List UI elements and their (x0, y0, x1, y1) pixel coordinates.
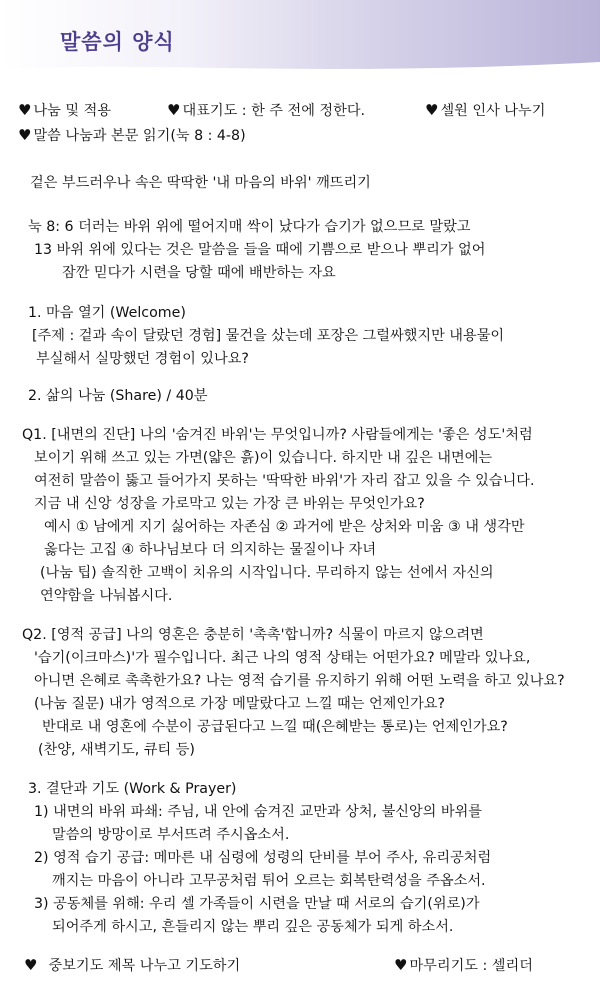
heart-icon: ♥ (18, 101, 32, 119)
verse-line: 13 바위 위에 있다는 것은 말씀을 들을 때에 기쁨으로 받으나 뿌리가 없어 (34, 242, 486, 258)
heart-icon: ♥ (425, 101, 439, 119)
heart-icon: ♥ (18, 126, 32, 144)
question-line: (나눔 팁) 솔직한 고백이 치유의 시작입니다. 무리하지 않는 선에서 자신의 (40, 565, 494, 581)
heart-icon: ♥ (394, 956, 408, 974)
question-line: 지금 내 신앙 성장을 가로막고 있는 가장 큰 바위는 무엇인가요? (34, 496, 425, 512)
prayer-line: 1) 내면의 바위 파쇄: 주님, 내 안에 숨겨진 교만과 상처, 불신앙의 바위를 (34, 804, 483, 820)
footer-item-intercession: ♥ 중보기도 제목 나누고 기도하기 (24, 954, 240, 978)
section-line: 부실해서 실망했던 경험이 있나요? (36, 351, 249, 367)
section-title: 1. 마음 열기 (Welcome) (28, 305, 186, 321)
section-line: [주제 : 겉과 속이 달랐던 경험] 물건을 샀는데 포장은 그럴싸했지만 내용물이 (32, 328, 505, 344)
question-line: '습기(이크마스)'가 필수입니다. 최근 나의 영적 상태는 어떤가요? 메말라 있나요, (34, 650, 531, 666)
verse-line: 눅 8: 6 더러는 바위 위에 떨어지매 싹이 났다가 습기가 없으므로 말랐고 (28, 219, 471, 235)
footer-item-closing-prayer: ♥ 마무리기도 : 셀리더 (394, 954, 533, 978)
heart-icon: ♥ (167, 101, 181, 119)
top-item-prayer: ♥ 대표기도 : 한 주 전에 정한다. (167, 99, 365, 123)
top-item-reading: ♥ 말씀 나눔과 본문 읽기(눅 8 : 4-8) (18, 124, 246, 148)
section-title: 3. 결단과 기도 (Work & Prayer) (28, 781, 237, 797)
question-line: 아니면 은혜로 촉촉한가요? 나는 영적 습기를 유지하기 위해 어떤 노력을 하고 있나요? (34, 673, 565, 689)
question-line: 연약함을 나눠봅시다. (40, 588, 173, 604)
top-item-greeting: ♥ 셀원 인사 나누기 (425, 99, 545, 123)
prayer-line: 깨지는 마음이 아니라 고무공처럼 튀어 오르는 회복탄력성을 주옵소서. (52, 873, 486, 889)
prayer-line: 3) 공동체를 위해: 우리 셀 가족들이 시련을 만날 때 서로의 습기(위로)가 (34, 896, 480, 912)
page-title: 말씀의 양식 (60, 30, 175, 54)
question-line: 예시 ① 남에게 지기 싫어하는 자존심 ② 과거에 받은 상처와 미움 ③ 내 생각만 (44, 519, 525, 535)
intro-text: 겉은 부드러우나 속은 딱딱한 '내 마음의 바위' 깨뜨리기 (30, 175, 371, 191)
question-line: 반대로 내 영혼에 수분이 공급된다고 느낄 때(은혜받는 통로)는 언제인가요? (42, 719, 508, 735)
prayer-line: 말씀의 방망이로 부서뜨려 주시옵소서. (52, 827, 290, 843)
question-line: (나눔 질문) 내가 영적으로 가장 메말랐다고 느낄 때는 언제인가요? (34, 696, 446, 712)
top-item-sharing: ♥ 나눔 및 적용 (18, 99, 111, 123)
question-line: 보이기 위해 쓰고 있는 가면(얇은 흙)이 있습니다. 하지만 내 깊은 내면에는 (34, 450, 493, 466)
question-line: Q1. [내면의 진단] 나의 '숨겨진 바위'는 무엇입니까? 사람들에게는 '좋은 성도'처럼 (22, 427, 533, 443)
prayer-line: 2) 영적 습기 공급: 메마른 내 심령에 성령의 단비를 부어 주사, 유리공처럼 (34, 850, 492, 866)
question-line: (찬양, 새벽기도, 큐티 등) (38, 742, 195, 758)
question-line: 옳다는 고집 ④ 하나님보다 더 의지하는 물질이나 자녀 (44, 542, 377, 558)
prayer-line: 되어주게 하시고, 흔들리지 않는 뿌리 깊은 공동체가 되게 하소서. (52, 919, 454, 935)
verse-line: 잠깐 믿다가 시련을 당할 때에 배반하는 자요 (62, 265, 336, 281)
question-line: Q2. [영적 공급] 나의 영혼은 충분히 '촉촉'합니까? 식물이 마르지 않으려면 (22, 627, 484, 643)
heart-icon: ♥ (24, 956, 38, 974)
section-title: 2. 삶의 나눔 (Share) / 40분 (28, 388, 208, 404)
question-line: 여전히 말씀이 뚫고 들어가지 못하는 '딱딱한 바위'가 자리 잡고 있을 수 있습니다. (34, 473, 535, 489)
